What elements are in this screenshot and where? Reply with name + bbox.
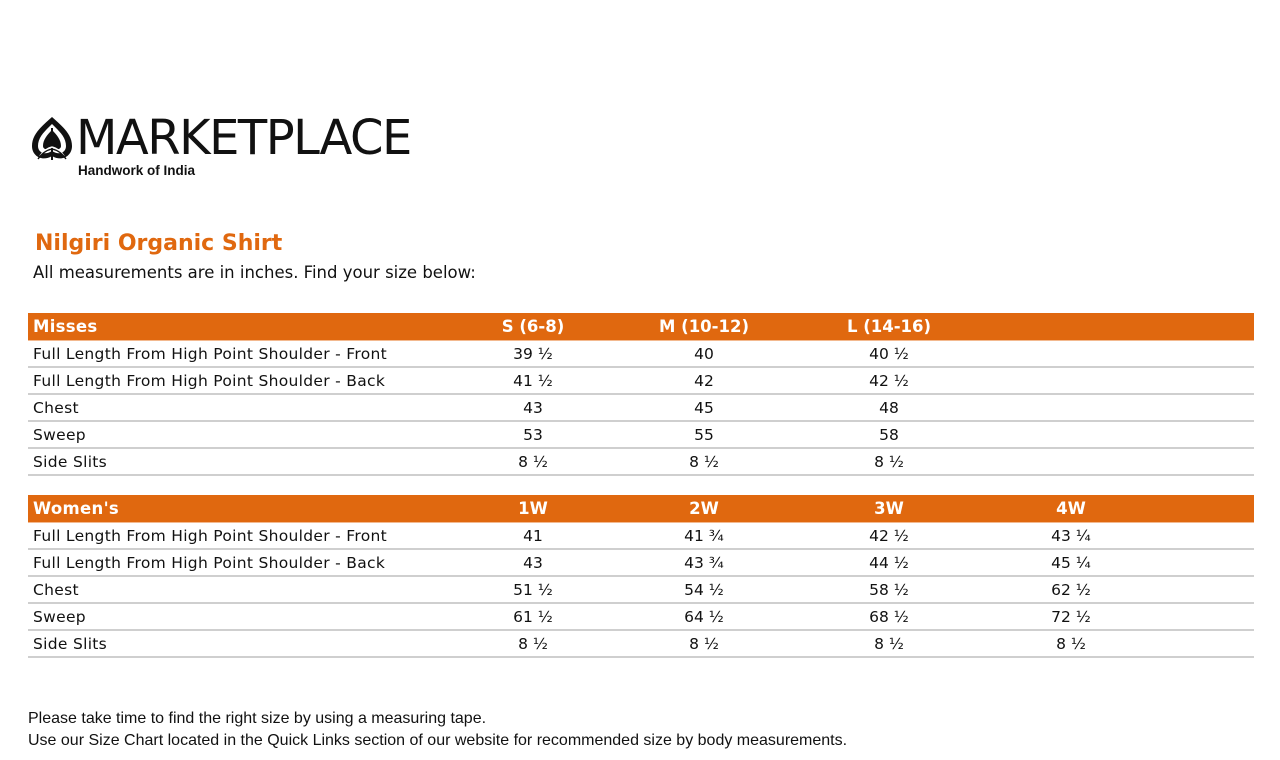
misses-size-table — [28, 313, 1254, 476]
row-label: Side Slits — [33, 635, 108, 653]
column-header: M (10-12) — [658, 317, 750, 336]
table-cell: 64 ½ — [684, 608, 724, 626]
table-cell: 72 ½ — [1051, 608, 1091, 626]
table-row — [28, 577, 1254, 604]
page-title: Nilgiri Organic Shirt — [35, 231, 283, 256]
table-cell: 61 ½ — [513, 608, 553, 626]
table-cell: 8 ½ — [518, 453, 548, 471]
table-row — [28, 604, 1254, 631]
footnote-size-chart: Use our Size Chart located in the Quick Links section of our website for recommended size by body measurements. — [28, 732, 848, 749]
table-row — [28, 631, 1254, 658]
table-cell: 51 ½ — [513, 581, 553, 599]
table-row — [28, 550, 1254, 577]
column-header: 1W — [518, 499, 548, 518]
table-cell: 58 ½ — [869, 581, 909, 599]
table-cell: 43 — [523, 399, 543, 417]
column-header: 4W — [1056, 499, 1086, 518]
table-cell: 68 ½ — [869, 608, 909, 626]
table-header — [28, 495, 1254, 523]
table-row — [28, 422, 1254, 449]
table-cell: 53 — [523, 426, 543, 444]
table-row — [28, 523, 1254, 550]
brand-logo — [30, 110, 411, 184]
table-cell: 41 ½ — [513, 372, 553, 390]
table-cell: 42 ½ — [869, 527, 909, 545]
table-cell: 45 ¼ — [1051, 554, 1091, 572]
page-subtitle: All measurements are in inches. Find your size below: — [33, 263, 476, 282]
womens-size-table — [28, 495, 1254, 658]
table-cell: 8 ½ — [874, 635, 904, 653]
table-cell: 41 — [523, 527, 543, 545]
row-label: Full Length From High Point Shoulder - Back — [33, 372, 386, 390]
brand-tagline: Handwork of India — [78, 163, 196, 178]
table-row — [28, 449, 1254, 476]
row-label: Sweep — [33, 426, 86, 444]
table-row — [28, 341, 1254, 368]
row-label: Full Length From High Point Shoulder - Front — [33, 345, 387, 363]
table-cell: 43 — [523, 554, 543, 572]
table-cell: 42 ½ — [869, 372, 909, 390]
table-cell: 39 ½ — [513, 345, 553, 363]
table-cell: 40 ½ — [869, 345, 909, 363]
table-row — [28, 368, 1254, 395]
column-header: L (14-16) — [846, 317, 932, 336]
table-cell: 45 — [694, 399, 714, 417]
table-cell: 41 ¾ — [684, 527, 724, 545]
footnote-measuring: Please take time to find the right size by using a measuring tape. — [28, 710, 487, 727]
table-cell: 43 ¾ — [684, 554, 724, 572]
row-label: Sweep — [33, 608, 86, 626]
table-cell: 62 ½ — [1051, 581, 1091, 599]
table-cell: 8 ½ — [689, 453, 719, 471]
column-header: 2W — [689, 499, 719, 518]
leaf-emblem-icon — [30, 116, 74, 162]
row-label: Full Length From High Point Shoulder - Front — [33, 527, 387, 545]
row-label: Chest — [33, 581, 79, 599]
table-cell: 8 ½ — [1056, 635, 1086, 653]
header-label: Women's — [33, 499, 120, 518]
table-cell: 44 ½ — [869, 554, 909, 572]
table-cell: 8 ½ — [518, 635, 548, 653]
column-header: 3W — [874, 499, 904, 518]
table-cell: 42 — [694, 372, 714, 390]
table-header — [28, 313, 1254, 341]
table-row — [28, 395, 1254, 422]
column-header: S (6-8) — [501, 317, 565, 336]
table-cell: 8 ½ — [689, 635, 719, 653]
row-label: Full Length From High Point Shoulder - Back — [33, 554, 386, 572]
row-label: Chest — [33, 399, 79, 417]
table-cell: 40 — [694, 345, 714, 363]
table-cell: 8 ½ — [874, 453, 904, 471]
table-cell: 43 ¼ — [1051, 527, 1091, 545]
row-label: Side Slits — [33, 453, 108, 471]
table-cell: 48 — [879, 399, 899, 417]
table-cell: 55 — [694, 426, 714, 444]
table-cell: 58 — [879, 426, 899, 444]
brand-name: MARKETPLACE — [76, 110, 411, 166]
table-cell: 54 ½ — [684, 581, 724, 599]
header-label: Misses — [33, 317, 98, 336]
